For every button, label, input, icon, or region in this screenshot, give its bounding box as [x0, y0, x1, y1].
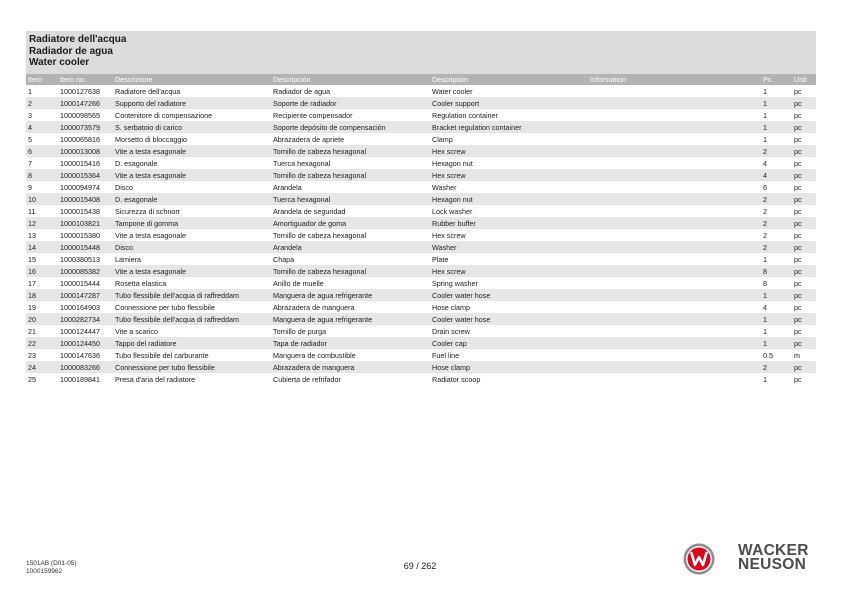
col-header-descripcion: Descripción — [271, 74, 430, 85]
col-header-description: Description — [430, 74, 588, 85]
cell-item-no: 1000073579 — [58, 121, 113, 133]
brand-wordmark — [738, 544, 809, 572]
cell-descripcion: Manguera de agua refrigerante — [271, 289, 430, 301]
cell-description: Cooler cap — [430, 337, 588, 349]
table-row — [26, 205, 816, 217]
cell-description: Clamp — [430, 133, 588, 145]
title-block — [26, 31, 816, 74]
cell-descrizione: Supporto del radiatore — [113, 97, 271, 109]
cell-descripcion: Cubierta de refrifador — [271, 373, 430, 385]
cell-item: 17 — [26, 277, 58, 289]
cell-descripcion: Amortiguador de goma — [271, 217, 430, 229]
cell-information — [588, 205, 761, 217]
cell-unit: pc — [792, 229, 816, 241]
cell-item: 5 — [26, 133, 58, 145]
cell-description: Spring washer — [430, 277, 588, 289]
cell-descripcion: Radiador de agua — [271, 85, 430, 97]
cell-unit: pc — [792, 289, 816, 301]
cell-pc: 8 — [761, 277, 792, 289]
cell-unit: pc — [792, 121, 816, 133]
cell-item-no: 1000282734 — [58, 313, 113, 325]
cell-information — [588, 97, 761, 109]
cell-description: Hex screw — [430, 265, 588, 277]
title-english: Water cooler — [29, 57, 90, 68]
cell-information — [588, 373, 761, 385]
cell-descrizione: Vite a testa esagonale — [113, 265, 271, 277]
cell-item: 10 — [26, 193, 58, 205]
col-header-pc: Pc. — [761, 74, 792, 85]
cell-unit: pc — [792, 325, 816, 337]
cell-information — [588, 265, 761, 277]
cell-description: Lock washer — [430, 205, 588, 217]
cell-descrizione: Vite a testa esagonale — [113, 229, 271, 241]
brand-line-neuson: NEUSON — [738, 556, 807, 573]
cell-item-no: 1000085382 — [58, 265, 113, 277]
cell-item-no: 1000147266 — [58, 97, 113, 109]
cell-descripcion: Abrazadera de manguera — [271, 361, 430, 373]
cell-unit: pc — [792, 373, 816, 385]
cell-item: 19 — [26, 301, 58, 313]
cell-pc: 1 — [761, 373, 792, 385]
cell-descripcion: Arandela — [271, 241, 430, 253]
cell-descrizione: D. esagonale — [113, 157, 271, 169]
cell-item-no: 1000015380 — [58, 229, 113, 241]
cell-description: Hex screw — [430, 229, 588, 241]
cell-information — [588, 325, 761, 337]
cell-descrizione: S. serbatoio di carico — [113, 121, 271, 133]
cell-description: Water cooler — [430, 85, 588, 97]
cell-item-no: 1000124447 — [58, 325, 113, 337]
parts-table-body — [26, 85, 816, 385]
cell-unit: pc — [792, 169, 816, 181]
cell-pc: 4 — [761, 157, 792, 169]
cell-unit: pc — [792, 193, 816, 205]
table-row — [26, 181, 816, 193]
cell-unit: pc — [792, 157, 816, 169]
cell-descripcion: Anillo de muelle — [271, 277, 430, 289]
cell-item-no: 1000094974 — [58, 181, 113, 193]
cell-item: 11 — [26, 205, 58, 217]
cell-description: Radiator scoop — [430, 373, 588, 385]
cell-pc: 2 — [761, 241, 792, 253]
cell-pc: 4 — [761, 301, 792, 313]
cell-information — [588, 337, 761, 349]
cell-unit: pc — [792, 241, 816, 253]
cell-descrizione: Tubo flessibile dell'acqua di raffreddam — [113, 289, 271, 301]
cell-item: 16 — [26, 265, 58, 277]
footer-doc-info — [26, 560, 77, 576]
footer-doc-number: 1000159962 — [26, 568, 63, 575]
cell-item-no: 1000103821 — [58, 217, 113, 229]
table-row — [26, 85, 816, 97]
cell-descrizione: Disco — [113, 241, 271, 253]
cell-pc: 1 — [761, 85, 792, 97]
cell-description: Hex screw — [430, 169, 588, 181]
cell-unit: pc — [792, 145, 816, 157]
cell-descrizione: Morsetto di bloccaggio — [113, 133, 271, 145]
table-row — [26, 157, 816, 169]
cell-descrizione: Tubo flessibile del carburante — [113, 349, 271, 361]
title-italian: Radiatore dell'acqua — [29, 34, 127, 45]
cell-item: 20 — [26, 313, 58, 325]
table-row — [26, 277, 816, 289]
table-row — [26, 349, 816, 361]
cell-descripcion: Abrazadera de apriete — [271, 133, 430, 145]
cell-pc: 1 — [761, 313, 792, 325]
cell-pc: 8 — [761, 265, 792, 277]
cell-information — [588, 145, 761, 157]
cell-pc: 0.5 — [761, 349, 792, 361]
cell-unit: pc — [792, 337, 816, 349]
cell-pc: 1 — [761, 133, 792, 145]
cell-pc: 1 — [761, 337, 792, 349]
cell-unit: pc — [792, 265, 816, 277]
cell-description: Cooler support — [430, 97, 588, 109]
cell-information — [588, 133, 761, 145]
cell-pc: 1 — [761, 121, 792, 133]
cell-information — [588, 193, 761, 205]
cell-description: Washer — [430, 241, 588, 253]
table-row — [26, 241, 816, 253]
cell-pc: 1 — [761, 325, 792, 337]
table-row — [26, 289, 816, 301]
title-spanish: Radiador de agua — [29, 45, 113, 57]
cell-item: 25 — [26, 373, 58, 385]
cell-item: 12 — [26, 217, 58, 229]
cell-unit: pc — [792, 277, 816, 289]
table-row — [26, 109, 816, 121]
cell-item-no: 1000013008 — [58, 145, 113, 157]
cell-unit: pc — [792, 253, 816, 265]
cell-descripcion: Abrazadera de manguera — [271, 301, 430, 313]
cell-unit: m — [792, 349, 816, 361]
cell-description: Bracket regulation container — [430, 121, 588, 133]
cell-descrizione: D. esagonale — [113, 193, 271, 205]
cell-item-no: 1000015438 — [58, 205, 113, 217]
cell-item-no: 1000127638 — [58, 85, 113, 97]
table-row — [26, 145, 816, 157]
cell-item-no: 1000015448 — [58, 241, 113, 253]
cell-description: Regulation container — [430, 109, 588, 121]
cell-pc: 6 — [761, 181, 792, 193]
cell-information — [588, 289, 761, 301]
cell-description: Hexagon nut — [430, 157, 588, 169]
cell-descrizione: Disco — [113, 181, 271, 193]
cell-pc: 2 — [761, 217, 792, 229]
page-number: 69 / 262 — [403, 561, 437, 571]
wacker-neuson-w-icon — [683, 543, 715, 575]
parts-table — [26, 74, 816, 385]
cell-item-no: 1000015408 — [58, 193, 113, 205]
cell-unit: pc — [792, 301, 816, 313]
table-row — [26, 337, 816, 349]
cell-descripcion: Manguera de agua refrigerante — [271, 313, 430, 325]
col-header-information: Information — [588, 74, 761, 85]
col-header-unit: Unit — [792, 74, 816, 85]
cell-information — [588, 85, 761, 97]
cell-descripcion: Tuerca hexagonal — [271, 193, 430, 205]
cell-item-no: 1000147287 — [58, 289, 113, 301]
cell-description: Rubber buffer — [430, 217, 588, 229]
cell-unit: pc — [792, 97, 816, 109]
table-row — [26, 253, 816, 265]
cell-pc: 4 — [761, 169, 792, 181]
cell-unit: pc — [792, 217, 816, 229]
cell-descrizione: Rosetta elastica — [113, 277, 271, 289]
cell-descripcion: Manguera de combustible — [271, 349, 430, 361]
cell-item: 14 — [26, 241, 58, 253]
cell-pc: 1 — [761, 109, 792, 121]
cell-item-no: 1000015444 — [58, 277, 113, 289]
cell-information — [588, 301, 761, 313]
cell-item: 8 — [26, 169, 58, 181]
cell-description: Cooler water hose — [430, 313, 588, 325]
col-header-descrizione: Descrizione — [113, 74, 271, 85]
cell-unit: pc — [792, 181, 816, 193]
table-row — [26, 193, 816, 205]
cell-descripcion: Tapa de radiador — [271, 337, 430, 349]
cell-descrizione: Radiatore dell'acqua — [113, 85, 271, 97]
cell-descrizione: Connessione per tubo flessibile — [113, 301, 271, 313]
cell-description: Cooler water hose — [430, 289, 588, 301]
cell-descrizione: Contenitore di compensazione — [113, 109, 271, 121]
cell-item: 13 — [26, 229, 58, 241]
cell-unit: pc — [792, 205, 816, 217]
cell-description: Hose clamp — [430, 361, 588, 373]
cell-information — [588, 229, 761, 241]
cell-descripcion: Arandela de seguridad — [271, 205, 430, 217]
cell-item-no: 1000147636 — [58, 349, 113, 361]
cell-item-no: 1000065816 — [58, 133, 113, 145]
table-header-row — [26, 74, 816, 85]
cell-description: Plate — [430, 253, 588, 265]
cell-information — [588, 181, 761, 193]
cell-descrizione: Vite a testa esagonale — [113, 145, 271, 157]
table-row — [26, 97, 816, 109]
table-row — [26, 229, 816, 241]
cell-description: Washer — [430, 181, 588, 193]
brand-line-wacker: WACKER — [738, 542, 809, 559]
table-row — [26, 361, 816, 373]
cell-descrizione: Sicurezza di schnorr — [113, 205, 271, 217]
cell-pc: 2 — [761, 361, 792, 373]
cell-description: Hexagon nut — [430, 193, 588, 205]
cell-information — [588, 121, 761, 133]
cell-item: 9 — [26, 181, 58, 193]
cell-description: Hex screw — [430, 145, 588, 157]
cell-unit: pc — [792, 133, 816, 145]
cell-pc: 2 — [761, 193, 792, 205]
cell-descrizione: Tappo del radiatore — [113, 337, 271, 349]
cell-descripcion: Tornillo de purga — [271, 325, 430, 337]
cell-description: Drain screw — [430, 325, 588, 337]
cell-pc: 1 — [761, 253, 792, 265]
cell-item: 6 — [26, 145, 58, 157]
cell-descripcion: Soporte de radiador — [271, 97, 430, 109]
table-row — [26, 133, 816, 145]
table-row — [26, 169, 816, 181]
cell-information — [588, 109, 761, 121]
cell-information — [588, 349, 761, 361]
cell-item-no: 1000015416 — [58, 157, 113, 169]
cell-unit: pc — [792, 85, 816, 97]
cell-information — [588, 313, 761, 325]
cell-descrizione: Tubo flessibile dell'acqua di raffreddam — [113, 313, 271, 325]
table-row — [26, 373, 816, 385]
cell-item-no: 1000124450 — [58, 337, 113, 349]
cell-unit: pc — [792, 361, 816, 373]
table-row — [26, 217, 816, 229]
cell-descripcion: Arandela — [271, 181, 430, 193]
cell-information — [588, 241, 761, 253]
cell-descripcion: Tornillo de cabeza hexagonal — [271, 145, 430, 157]
cell-descripcion: Tornillo de cabeza hexagonal — [271, 265, 430, 277]
table-row — [26, 265, 816, 277]
table-row — [26, 121, 816, 133]
cell-description: Fuel line — [430, 349, 588, 361]
cell-pc: 2 — [761, 205, 792, 217]
cell-descrizione: Vite a scarico — [113, 325, 271, 337]
cell-descripcion: Chapa — [271, 253, 430, 265]
cell-pc: 1 — [761, 289, 792, 301]
cell-descrizione: Connessione per tubo flessibile — [113, 361, 271, 373]
table-row — [26, 325, 816, 337]
cell-unit: pc — [792, 109, 816, 121]
cell-descripcion: Tuerca hexagonal — [271, 157, 430, 169]
cell-item: 21 — [26, 325, 58, 337]
cell-item-no: 1000189841 — [58, 373, 113, 385]
cell-item: 3 — [26, 109, 58, 121]
cell-item: 22 — [26, 337, 58, 349]
col-header-item: Item — [26, 74, 58, 85]
cell-item: 1 — [26, 85, 58, 97]
cell-pc: 2 — [761, 229, 792, 241]
cell-item-no: 1000015364 — [58, 169, 113, 181]
cell-descripcion: Recipiente compensador — [271, 109, 430, 121]
cell-pc: 1 — [761, 97, 792, 109]
cell-descrizione: Vite a testa esagonale — [113, 169, 271, 181]
cell-item: 7 — [26, 157, 58, 169]
cell-unit: pc — [792, 313, 816, 325]
cell-item: 18 — [26, 289, 58, 301]
cell-item: 15 — [26, 253, 58, 265]
cell-information — [588, 277, 761, 289]
cell-item-no: 1000164903 — [58, 301, 113, 313]
cell-descrizione: Lamiera — [113, 253, 271, 265]
cell-description: Hose clamp — [430, 301, 588, 313]
cell-descrizione: Presa d'aria del radiatore — [113, 373, 271, 385]
cell-descripcion: Tornillo de cabeza hexagonal — [271, 169, 430, 181]
cell-information — [588, 157, 761, 169]
cell-descripcion: Soporte depósito de compensación — [271, 121, 430, 133]
cell-item-no: 1000083266 — [58, 361, 113, 373]
cell-item: 23 — [26, 349, 58, 361]
cell-item-no: 1000380513 — [58, 253, 113, 265]
cell-information — [588, 217, 761, 229]
cell-item: 2 — [26, 97, 58, 109]
col-header-item-no: Item no. — [58, 74, 113, 85]
cell-item-no: 1000098565 — [58, 109, 113, 121]
table-row — [26, 301, 816, 313]
cell-information — [588, 169, 761, 181]
cell-item: 24 — [26, 361, 58, 373]
table-row — [26, 313, 816, 325]
cell-item: 4 — [26, 121, 58, 133]
cell-information — [588, 253, 761, 265]
footer-doc-code: 1501AB (D01-05) — [26, 560, 77, 567]
cell-information — [588, 361, 761, 373]
cell-descrizione: Tampone di gomma — [113, 217, 271, 229]
cell-descripcion: Tornillo de cabeza hexagonal — [271, 229, 430, 241]
cell-pc: 2 — [761, 145, 792, 157]
